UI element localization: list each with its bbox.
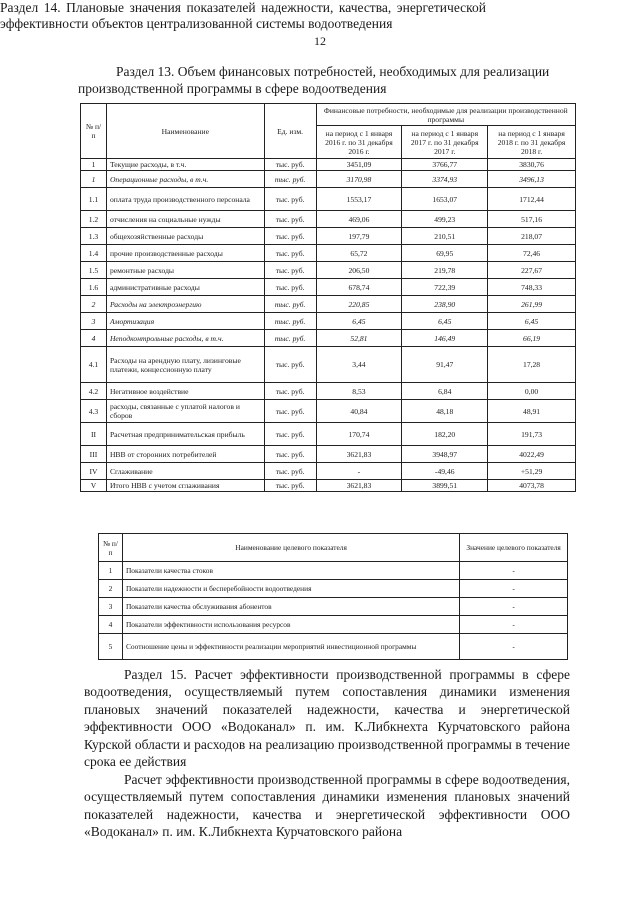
table-row (81, 228, 576, 245)
t14-header-num: № п/п (99, 534, 123, 562)
row-value-2016: 3451,09 (316, 159, 402, 171)
section-15-title (84, 666, 570, 770)
table-row (81, 400, 576, 423)
indicator-num: 1 (99, 562, 123, 580)
row-name: Расходы на арендную плату, лизинговые платежи, концессионную плату (106, 347, 264, 383)
target-indicators-table (98, 533, 568, 660)
row-name: отчисления на социальные нужды (106, 211, 264, 228)
row-value-2016: 1553,17 (316, 188, 402, 211)
row-value-2017: 48,18 (402, 400, 488, 423)
header-period-2017: на период с 1 января 2017 г. по 31 декабря 2017 г. (402, 126, 488, 159)
table-row (81, 211, 576, 228)
row-unit: тыс. руб. (264, 423, 316, 446)
row-unit: тыс. руб. (264, 159, 316, 171)
row-unit: тыс. руб. (264, 347, 316, 383)
table-row (81, 245, 576, 262)
header-period-2016: на период с 1 января 2016 г. по 31 декабря 2016 г. (316, 126, 402, 159)
indicator-num: 3 (99, 598, 123, 616)
section-15-title-text: Раздел 15. Расчет эффективности производственной программы в сфере водоотведения, осуществляемый путем сопоставления динамики изменения плановых значений показателей надежности, качества и энергетической эффективности ООО «Водоканал» п. им. К.Либкнехта Курчатовского района Курской области и расходов на реализацию производственной программы в течение срока ее действия (84, 667, 570, 770)
section-14-title: Раздел 14. Плановые значения показателей надежности, качества, энергетической эффективности объектов централизованной системы водоотведения (0, 0, 486, 31)
row-value-2018: 6,45 (488, 313, 576, 330)
row-value-2017: 6,45 (402, 313, 488, 330)
table-row (99, 598, 568, 616)
row-num: 2 (81, 296, 107, 313)
row-name: НВВ от сторонних потребителей (106, 446, 264, 463)
row-unit: тыс. руб. (264, 480, 316, 492)
row-value-2017: 238,90 (402, 296, 488, 313)
row-name: ремонтные расходы (106, 262, 264, 279)
row-value-2016: 197,79 (316, 228, 402, 245)
row-num: 4.1 (81, 347, 107, 383)
row-value-2016: 65,72 (316, 245, 402, 262)
table-row (81, 262, 576, 279)
row-value-2018: 1712,44 (488, 188, 576, 211)
table-row (99, 580, 568, 598)
row-value-2016: 6,45 (316, 313, 402, 330)
row-value-2016: 40,84 (316, 400, 402, 423)
table-row (99, 616, 568, 634)
table-row (81, 423, 576, 446)
table-row (81, 279, 576, 296)
row-value-2017: 3766,77 (402, 159, 488, 171)
row-num: 1.1 (81, 188, 107, 211)
section-15-paragraph-text: Расчет эффективности производственной программы в сфере водоотведения, осуществляемый путем сопоставления динамики изменения плановых значений показателей надежности, качества и энергетической эффективности ООО «Водоканал» п. им. К.Либкнехта Курчатовского района (84, 772, 570, 840)
table-row (81, 383, 576, 400)
row-num: 1 (81, 171, 107, 188)
row-num: II (81, 423, 107, 446)
row-name: Итого НВВ с учетом сглаживания (106, 480, 264, 492)
financial-needs-table (80, 103, 576, 492)
indicator-name: Показатели эффективности использования ресурсов (122, 616, 459, 634)
row-unit: тыс. руб. (264, 313, 316, 330)
indicator-name: Показатели качества стоков (122, 562, 459, 580)
table-row (81, 313, 576, 330)
row-value-2017: 210,51 (402, 228, 488, 245)
indicator-name: Показатели надежности и бесперебойности водоотведения (122, 580, 459, 598)
table-row (81, 347, 576, 383)
table-row (81, 330, 576, 347)
indicator-value: - (460, 616, 568, 634)
row-name: Расходы на электроэнергию (106, 296, 264, 313)
row-value-2018: +51,29 (488, 463, 576, 480)
row-name: Амортизация (106, 313, 264, 330)
row-unit: тыс. руб. (264, 330, 316, 347)
row-value-2018: 66,19 (488, 330, 576, 347)
row-num: 4.3 (81, 400, 107, 423)
row-unit: тыс. руб. (264, 211, 316, 228)
table-row (81, 159, 576, 171)
row-num: 4 (81, 330, 107, 347)
row-num: 1.2 (81, 211, 107, 228)
indicator-value: - (460, 562, 568, 580)
table-row (99, 562, 568, 580)
row-value-2016: 8,53 (316, 383, 402, 400)
row-unit: тыс. руб. (264, 383, 316, 400)
row-name: Сглаживание (106, 463, 264, 480)
table-row (81, 188, 576, 211)
row-unit: тыс. руб. (264, 296, 316, 313)
row-num: 1.6 (81, 279, 107, 296)
table-row (81, 171, 576, 188)
row-value-2016: 170,74 (316, 423, 402, 446)
indicator-name: Соотношение цены и эффективности реализации мероприятий инвестиционной программы (122, 634, 459, 660)
table-row (81, 296, 576, 313)
row-value-2017: 182,20 (402, 423, 488, 446)
header-unit: Ед. изм. (264, 104, 316, 159)
row-value-2018: 48,91 (488, 400, 576, 423)
row-unit: тыс. руб. (264, 279, 316, 296)
row-unit: тыс. руб. (264, 400, 316, 423)
row-unit: тыс. руб. (264, 262, 316, 279)
row-name: Негативное воздействие (106, 383, 264, 400)
indicator-name: Показатели качества обслуживания абонентов (122, 598, 459, 616)
row-num: 3 (81, 313, 107, 330)
row-value-2016: 220,85 (316, 296, 402, 313)
table-row (81, 463, 576, 480)
t14-header-value: Значение целевого показателя (460, 534, 568, 562)
row-value-2018: 17,28 (488, 347, 576, 383)
row-value-2016: 3170,98 (316, 171, 402, 188)
row-num: 1.5 (81, 262, 107, 279)
section-13-title-line2: производственной программы в сфере водоотведения (78, 81, 387, 96)
t14-header-name: Наименование целевого показателя (122, 534, 459, 562)
row-name: Текущие расходы, в т.ч. (106, 159, 264, 171)
row-value-2016: - (316, 463, 402, 480)
row-unit: тыс. руб. (264, 228, 316, 245)
row-name: оплата труда производственного персонала (106, 188, 264, 211)
row-value-2018: 3496,13 (488, 171, 576, 188)
row-name: Неподконтрольные расходы, в т.ч. (106, 330, 264, 347)
section-13-title-line1: Раздел 13. Объем финансовых потребностей, необходимых для реализации (116, 64, 550, 79)
row-value-2018: 0,00 (488, 383, 576, 400)
indicator-num: 2 (99, 580, 123, 598)
indicator-value: - (460, 634, 568, 660)
row-value-2017: 91,47 (402, 347, 488, 383)
row-num: IV (81, 463, 107, 480)
indicator-value: - (460, 580, 568, 598)
row-num: 1 (81, 159, 107, 171)
row-value-2018: 517,16 (488, 211, 576, 228)
header-num: № п/п (81, 104, 107, 159)
row-num: 1.3 (81, 228, 107, 245)
row-num: 1.4 (81, 245, 107, 262)
section-13-title (78, 63, 598, 97)
row-unit: тыс. руб. (264, 446, 316, 463)
row-value-2018: 748,33 (488, 279, 576, 296)
row-name: прочие производственные расходы (106, 245, 264, 262)
row-name: общехозяйственные расходы (106, 228, 264, 245)
row-value-2016: 678,74 (316, 279, 402, 296)
row-value-2017: 722,39 (402, 279, 488, 296)
header-group: Финансовые потребности, необходимые для реализации производственной программы (316, 104, 575, 126)
row-unit: тыс. руб. (264, 171, 316, 188)
row-value-2018: 3830,76 (488, 159, 576, 171)
table-row (81, 446, 576, 463)
row-value-2017: 6,84 (402, 383, 488, 400)
row-unit: тыс. руб. (264, 463, 316, 480)
row-value-2017: 69,95 (402, 245, 488, 262)
row-value-2017: 499,23 (402, 211, 488, 228)
row-value-2018: 261,99 (488, 296, 576, 313)
row-value-2017: 3948,97 (402, 446, 488, 463)
row-value-2017: -49,46 (402, 463, 488, 480)
row-value-2017: 146,49 (402, 330, 488, 347)
row-unit: тыс. руб. (264, 188, 316, 211)
section-15-paragraph (84, 771, 570, 841)
row-name: Расчетная предпринимательская прибыль (106, 423, 264, 446)
row-value-2018: 218,07 (488, 228, 576, 245)
row-value-2016: 3621,83 (316, 480, 402, 492)
row-value-2016: 469,06 (316, 211, 402, 228)
row-value-2016: 3,44 (316, 347, 402, 383)
row-num: 4.2 (81, 383, 107, 400)
row-name: административные расходы (106, 279, 264, 296)
row-value-2017: 1653,07 (402, 188, 488, 211)
table-row (99, 634, 568, 660)
row-value-2016: 52,81 (316, 330, 402, 347)
row-name: расходы, связанные с уплатой налогов и сборов (106, 400, 264, 423)
row-unit: тыс. руб. (264, 245, 316, 262)
indicator-num: 5 (99, 634, 123, 660)
row-value-2018: 4022,49 (488, 446, 576, 463)
row-value-2018: 227,67 (488, 262, 576, 279)
row-value-2016: 3621,83 (316, 446, 402, 463)
row-num: V (81, 480, 107, 492)
page-number: 12 (314, 34, 326, 48)
row-value-2017: 219,78 (402, 262, 488, 279)
row-name: Операционные расходы, в т.ч. (106, 171, 264, 188)
row-value-2016: 206,50 (316, 262, 402, 279)
row-value-2017: 3899,51 (402, 480, 488, 492)
row-value-2018: 191,73 (488, 423, 576, 446)
row-num: III (81, 446, 107, 463)
table-row (81, 480, 576, 492)
header-name: Наименование (106, 104, 264, 159)
indicator-num: 4 (99, 616, 123, 634)
indicator-value: - (460, 598, 568, 616)
header-period-2018: на период с 1 января 2018 г. по 31 декабря 2018 г. (488, 126, 576, 159)
row-value-2018: 4073,78 (488, 480, 576, 492)
row-value-2018: 72,46 (488, 245, 576, 262)
row-value-2017: 3374,93 (402, 171, 488, 188)
